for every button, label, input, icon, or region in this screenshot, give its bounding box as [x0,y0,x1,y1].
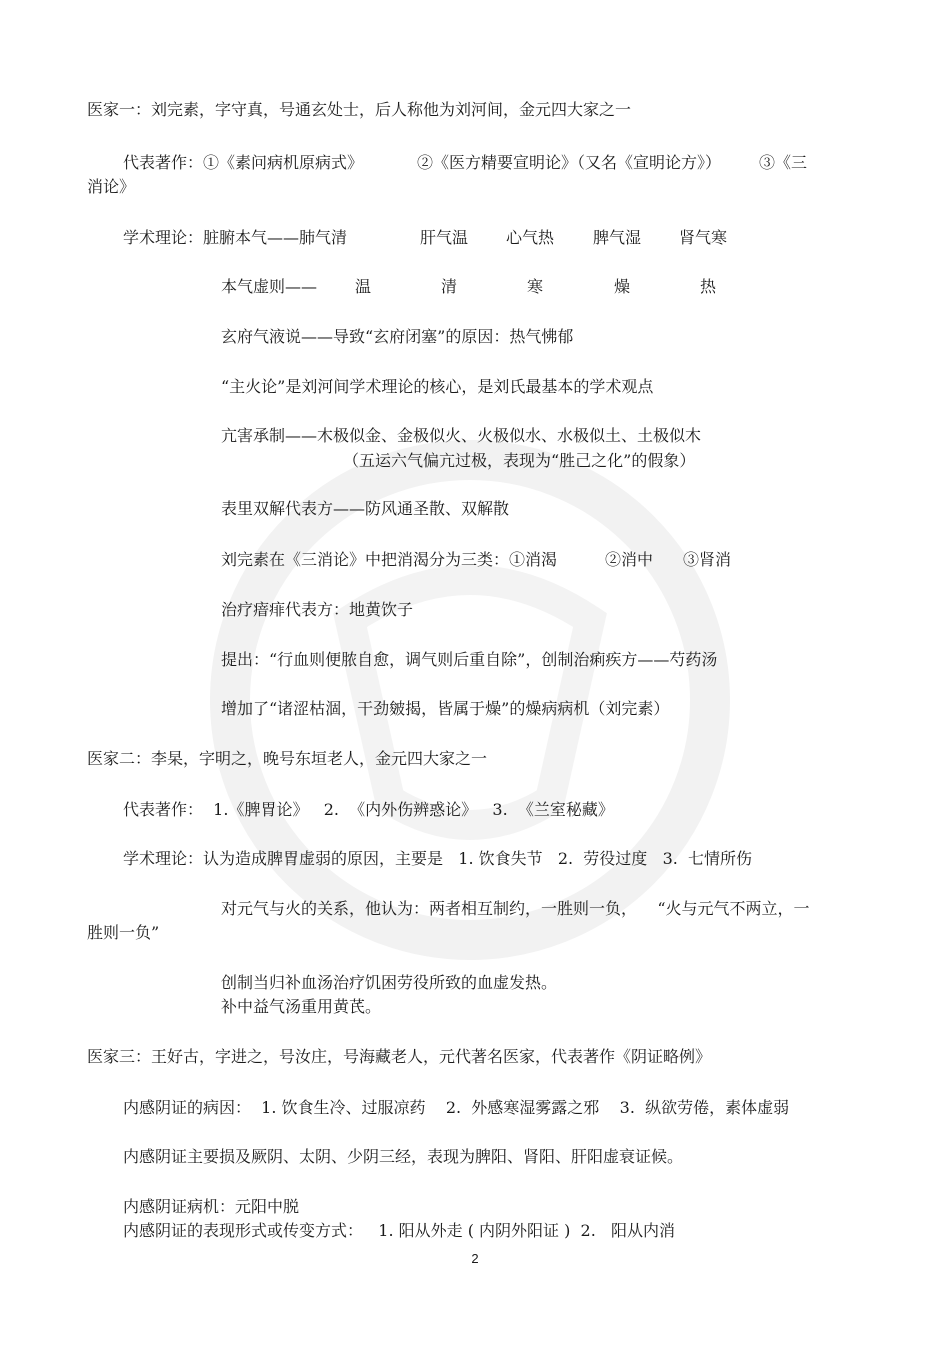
zaobing-line: 增加了“诸涩枯涸，干劲皴揭，皆属于燥”的燥病病机（刘完素） [221,699,670,718]
shaoyao-line: 提出：“行血则便脓自愈，调气则后重自除”，创制治痢疾方——芍药汤 [221,650,718,669]
doctor-two-theory: 学术理论：认为造成脾胃虚弱的原因，主要是 1. 饮食失节 2. 劳役过度 3. 七情所伤 [123,849,753,868]
yinzheng-mechanism: 内感阴证病机：元阳中脱 [123,1197,300,1216]
xuanfu-line: 玄府气液说——导致“玄府闭塞”的原因：热气怫郁 [221,327,574,346]
yuanqi-line: 对元气与火的关系，他认为：两者相互制约，一胜则一负， “火与元气不两立，一 [221,899,810,918]
yinfei-line: 治疗瘖痱代表方：地黄饮子 [221,600,414,619]
kanghai-note: （五运六气偏亢过极，表现为“胜己之化”的假象） [343,451,696,470]
doctor-three-title: 医家三：王好古，字进之，号汝庄，号海藏老人，元代著名医家，代表著作《阴证略例》 [87,1047,712,1066]
danggui-line: 创制当归补血汤治疗饥困劳役所致的血虚发热。 [221,973,558,992]
page-number: 2 [471,1251,479,1266]
xiaoke-line: 刘完素在《三消论》中把消渴分为三类：①消渴 ②消中 ③肾消 [221,550,732,569]
zhuhuo-line: “主火论”是刘河间学术理论的核心，是刘氏最基本的学术观点 [221,377,654,396]
doctor-two-works: 代表著作： 1.《脾胃论》 2. 《内外伤辨惑论》 3. 《兰室秘藏》 [123,800,614,819]
deficiency-row: 本气虚则—— 温 清 寒 燥 热 [221,277,717,296]
yuanqi-line-cont: 胜则一负” [87,923,160,942]
kanghai-line: 亢害承制——木极似金、金极似火、火极似水、水极似土、土极似木 [221,426,702,445]
yinzheng-transmission: 内感阴证的表现形式或传变方式： 1. 阳从外走 ( 内阴外阳证 ) 2. 阳从内消 [123,1221,676,1240]
doctor-one-title: 医家一：刘完素，字守真，号通玄处士，后人称他为刘河间，金元四大家之一 [87,100,632,119]
yinzheng-meridians: 内感阴证主要损及厥阴、太阴、少阴三经，表现为脾阳、肾阳、肝阳虚衰证候。 [123,1147,684,1166]
doctor-one-theory: 学术理论：脏腑本气——肺气清 肝气温 心气热 脾气湿 肾气寒 [123,228,728,247]
doctor-two-title: 医家二：李杲，字明之，晚号东垣老人，金元四大家之一 [87,749,488,768]
doctor-one-works-cont: 消论》 [87,177,136,196]
buzhong-line: 补中益气汤重用黄芪。 [221,997,382,1016]
yinzheng-causes: 内感阴证的病因： 1. 饮食生冷、过服凉药 2. 外感寒湿雾露之邪 3. 纵欲劳倦，素体虚弱 [123,1098,790,1117]
biaoli-line: 表里双解代表方——防风通圣散、双解散 [221,499,510,518]
doctor-one-works: 代表著作：①《素问病机原病式》 ②《医方精要宣明论》（又名《宣明论方》） ③《三 [123,153,808,172]
